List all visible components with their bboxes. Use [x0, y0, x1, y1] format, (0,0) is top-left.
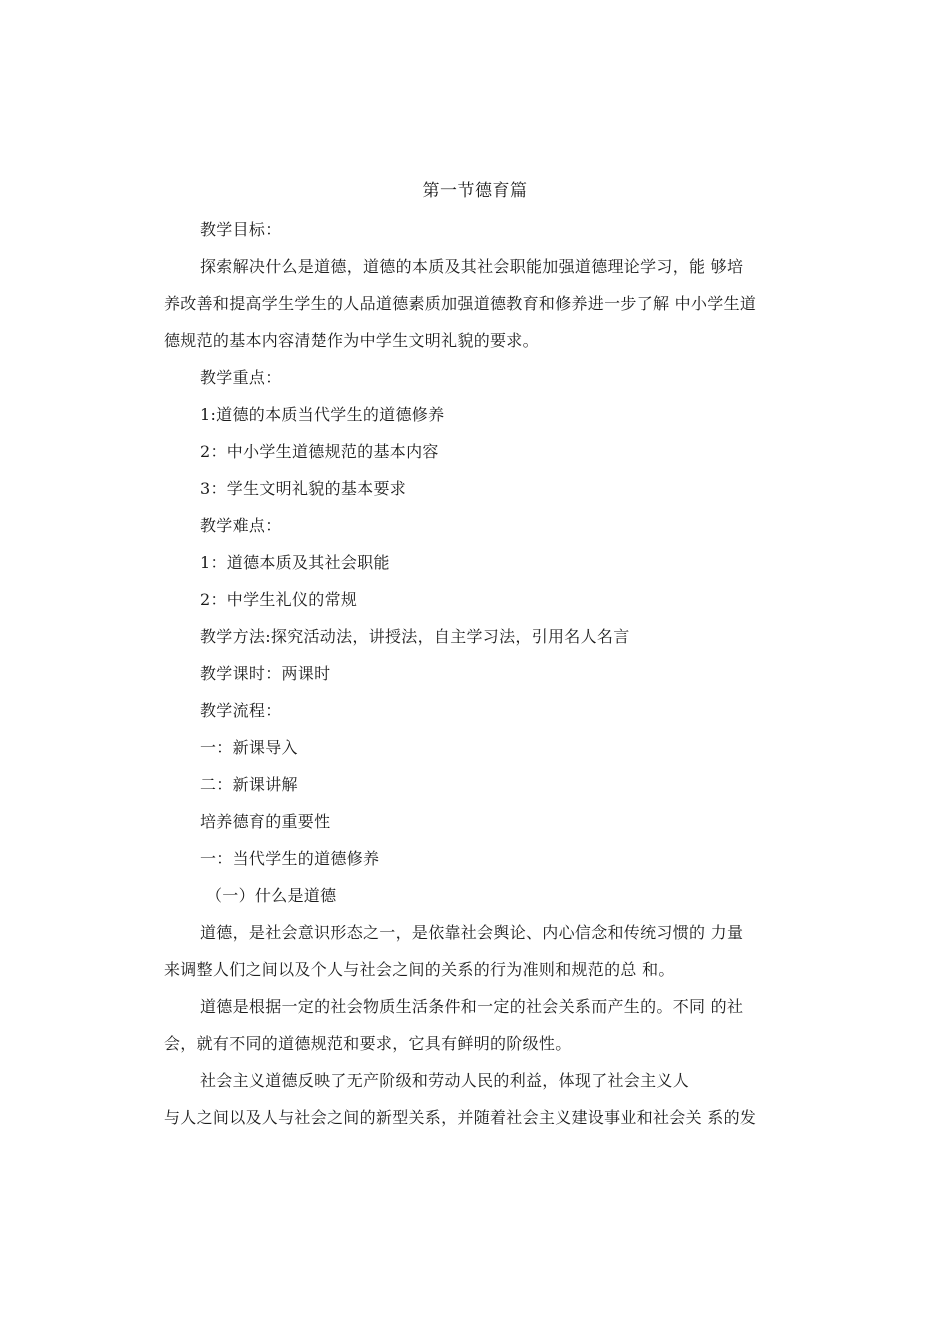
- teaching-process-heading: 教学流程：: [200, 701, 282, 720]
- paragraph-line: 道德，是社会意识形态之一，是依靠社会舆论、内心信念和传统习惯的 力量: [200, 923, 744, 942]
- list-item: 2：中小学生道德规范的基本内容: [200, 442, 439, 461]
- paragraph-line: 德规范的基本内容清楚作为中学生文明礼貌的要求。: [164, 331, 539, 350]
- section-heading: 一：当代学生的道德修养: [200, 849, 380, 868]
- list-item: 二：新课讲解: [200, 775, 298, 794]
- teaching-methods-line: 教学方法:探究活动法，讲授法，自主学习法，引用名人名言: [200, 627, 630, 646]
- teaching-hours-line: 教学课时：两课时: [200, 664, 331, 683]
- teaching-goals-heading: 教学目标：: [200, 220, 282, 239]
- paragraph-line: 养改善和提高学生学生的人品道德素质加强道德教育和修养进一步了解 中小学生道: [164, 294, 757, 313]
- list-item: 3：学生文明礼貌的基本要求: [200, 479, 407, 498]
- teaching-difficulties-heading: 教学难点：: [200, 516, 282, 535]
- list-item: 1：道德本质及其社会职能: [200, 553, 390, 572]
- list-item: 一：新课导入: [200, 738, 298, 757]
- list-item: 1:道德的本质当代学生的道德修养: [200, 405, 445, 424]
- list-item: 2：中学生礼仪的常规: [200, 590, 358, 609]
- teaching-key-points-heading: 教学重点：: [200, 368, 282, 387]
- paragraph-line: 道德是根据一定的社会物质生活条件和一定的社会关系而产生的。不同 的社: [200, 997, 744, 1016]
- paragraph-line: 与人之间以及人与社会之间的新型关系，并随着社会主义建设事业和社会关 系的发: [164, 1108, 757, 1127]
- paragraph-line: 社会主义道德反映了无产阶级和劳动人民的利益，体现了社会主义人: [200, 1071, 690, 1090]
- section-heading: 培养德育的重要性: [200, 812, 331, 831]
- subsection-heading: （一）什么是道德: [206, 886, 337, 905]
- paragraph-line: 探索解决什么是道德，道德的本质及其社会职能加强道德理论学习，能 够培: [200, 257, 744, 276]
- page-title: 第一节德育篇: [422, 181, 528, 201]
- paragraph-line: 会，就有不同的道德规范和要求，它具有鲜明的阶级性。: [164, 1034, 572, 1053]
- paragraph-line: 来调整人们之间以及个人与社会之间的关系的行为准则和规范的总 和。: [164, 960, 675, 979]
